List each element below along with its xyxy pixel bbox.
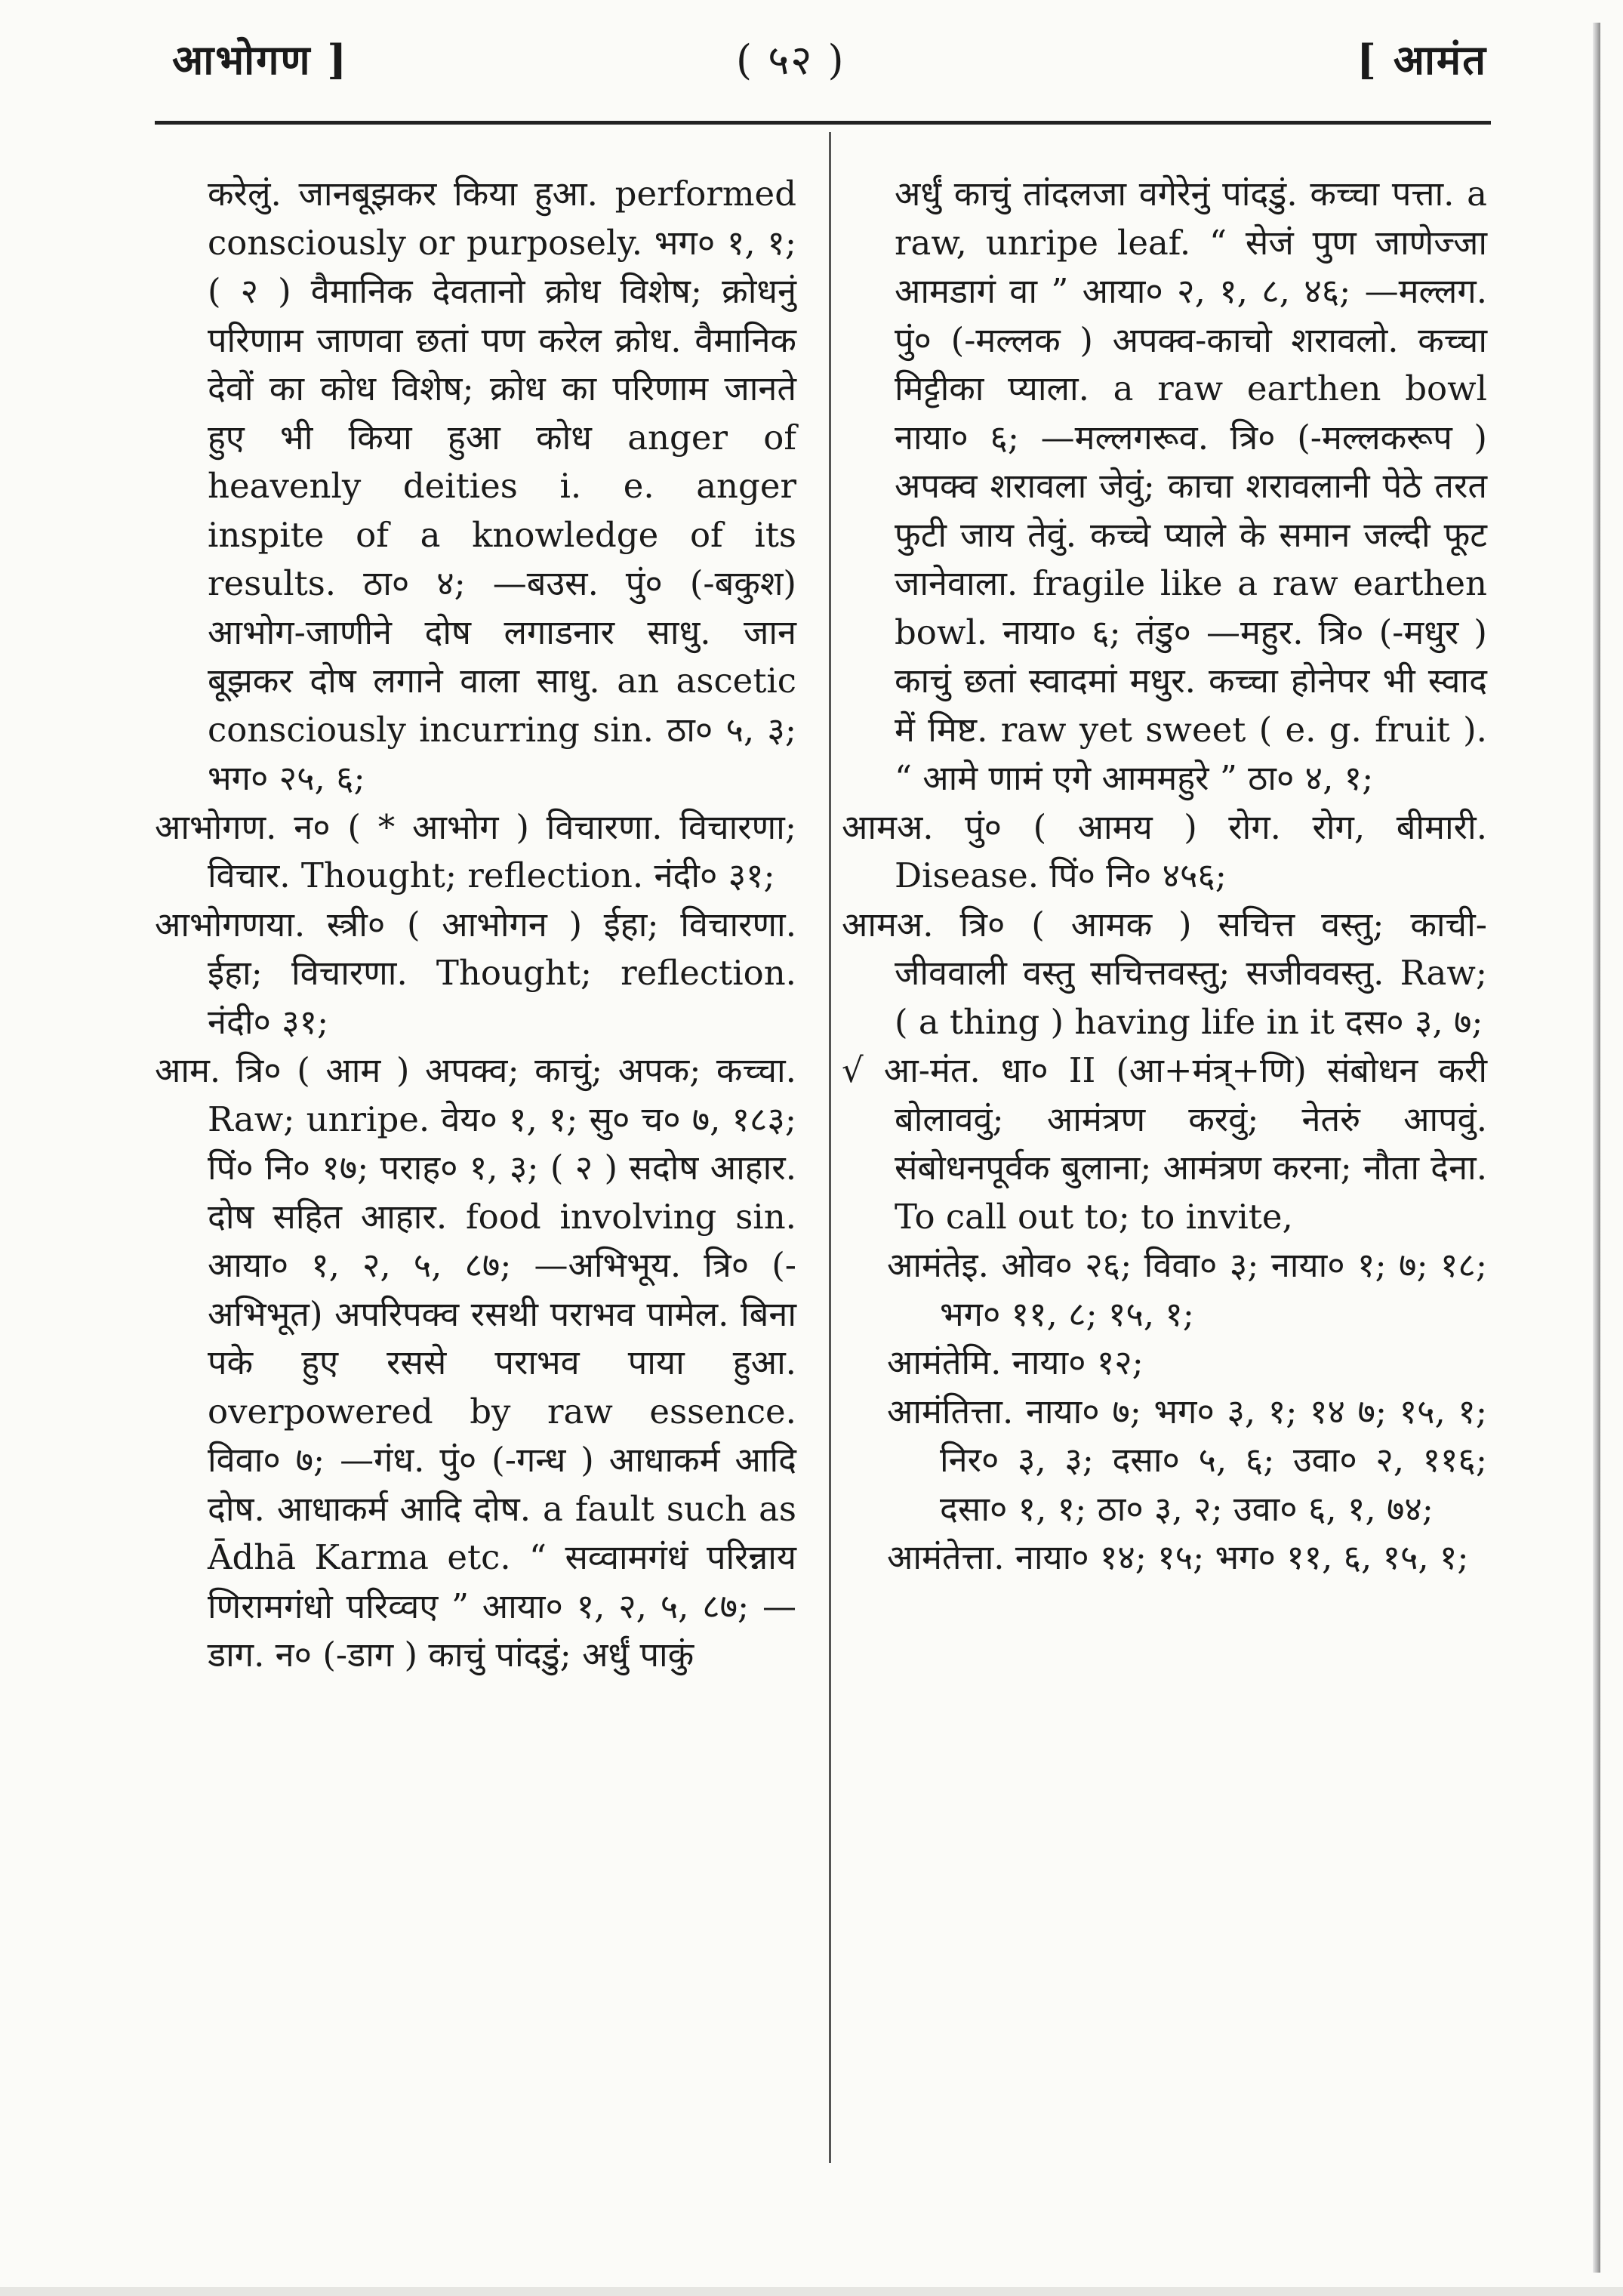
entry-aa-mant: √ आ-मंत. धा० II (आ+मंत्र्+णि) संबोधन करी बोलाववुं; आमंत्रण करवुं; नेतरुं आपवुं. संबोधनपूर्वक बुलाना; आमंत्रण करना; नौता देना. To call out to; to invite, bbox=[842, 1050, 1498, 1237]
subentry-amantei: आमंतेइ. ओव० २६; विवा० ३; नाया० १; ७; १८; भग० ११, ८; १५, १; bbox=[887, 1245, 1498, 1334]
page-bottom-edge bbox=[0, 2287, 1623, 2296]
entry-continuation: अर्धुं काचुं तांदलजा वगेरेनुं पांदडुं. कच्चा पत्ता. a raw, unripe leaf. “ सेजं पुण जाणेज्जा आमडागं वा ” आया० २, १, ८, ४६; —मल्लग. पुं० (-मल्लक ) अपक्व-काचो शरावलो. कच्चा मिट्टीका प्याला. a raw earthen bowl नाया० ६; —मल्लगरूव. त्रि० (-मल्लकरूप ) अपक्व शरावला जेवुं; काचा शरावलानी पेठे तरत फुटी जाय तेवुं. कच्चे प्याले के समान जल्दी फूट जानेवाला. fragile like a raw earthen bowl. नाया० ६; तंडु० —महुर. त्रि० (-मधुर ) काचुं छतां स्वादमां मधुर. कच्चा होनेपर भी स्वाद में मिष्ट. raw yet sweet ( e. g. fruit ). “ आमे णामं एगे आममहुरे ” ठा० ४, १; bbox=[895, 174, 1498, 798]
column-divider bbox=[829, 132, 831, 2163]
right-column bbox=[842, 170, 1498, 1583]
entry-aamaa-disease: आमअ. पुं० ( आमय ) रोग. रोग, बीमारी. Disease. पिं० नि० ४५६; bbox=[842, 806, 1498, 895]
running-head-left: आभोगण ] bbox=[172, 35, 348, 84]
entry-abhogan: आभोगण. न० ( * आभोग ) विचारणा. विचारणा; विचार. Thought; reflection. नंदी० ३१; bbox=[155, 806, 808, 895]
subentry-amantitta: आमंतित्ता. नाया० ७; भग० ३, १; १४ ७; १५, १; निर० ३, ३; दसा० ५, ६; उवा० २, ११६; दसा० १, १; ठा० ३, २; उवा० ६, १, ७४; bbox=[887, 1391, 1498, 1529]
entry-aam: आम. त्रि० ( आम ) अपक्व; काचुं; अपक; कच्चा. Raw; unripe. वेय० १, १; सु० च० ७, १८३; पिं० नि० १७; पराह० १, ३; ( २ ) सदोष आहार. दोष सहित आहार. food involving sin. आया० १, २, ५, ८७; —अभिभूय. त्रि० (-अभिभूत) अपरिपक्व रसथी पराभव पामेल. बिना पके हुए रससे पराभव पाया हुआ. overpowered by raw essence. विवा० ७; —गंध. पुं० (-गन्ध ) आधाकर्म आदि दोष. आधाकर्म आदि दोष. a fault such as Ādhā Karma etc. “ सव्वामगंधं परिन्नाय णिरामगंधो परिव्वए ” आया० १, २, ५, ८७; —डाग. न० (-डाग ) काचुं पांदडुं; अर्धुं पाकुं bbox=[155, 1050, 808, 1675]
left-column bbox=[155, 170, 808, 1680]
subentry-amantemi: आमंतेमि. नाया० १२; bbox=[887, 1342, 1144, 1382]
page-edge-shadow bbox=[1593, 23, 1600, 2273]
running-head-right: [ आमंत bbox=[1357, 35, 1487, 84]
entry-continuation: करेलुं. जानबूझकर किया हुआ. performed consciously or purposely. भग० १, १; ( २ ) वैमानिक देवतानो क्रोध विशेष; क्रोधनुं परिणाम जाणवा छतां पण करेल क्रोध. वैमानिक देवों का कोध विशेष; क्रोध का परिणाम जानते हुए भी किया हुआ कोध anger of heavenly deities i. e. anger inspite of a knowledge of its results. ठा० ४; —बउस. पुं० (-बकुश) आभोग-जाणीने दोष लगाडनार साधु. जान बूझकर दोष लगाने वाला साधु. an ascetic consciously incurring sin. ठा० ५, ३; भग० २५, ६; bbox=[208, 174, 808, 798]
header-rule bbox=[155, 121, 1491, 125]
subentry-amantetta: आमंतेत्ता. नाया० १४; १५; भग० ११, ६, १५, १; bbox=[887, 1537, 1469, 1577]
page-number: ( ५२ ) bbox=[736, 36, 845, 84]
entry-abhoganaya: आभोगणया. स्त्री० ( आभोगन ) ईहा; विचारणा. ईहा; विचारणा. Thought; reflection. नंदी० ३१; bbox=[155, 904, 808, 1042]
entry-aamaa-raw: आमअ. त्रि० ( आमक ) सचित्त वस्तु; काची-जीववाली वस्तु सचित्तवस्तु; सजीववस्तु. Raw; ( a thing ) having life in it दस० ३, ७; bbox=[842, 904, 1498, 1042]
